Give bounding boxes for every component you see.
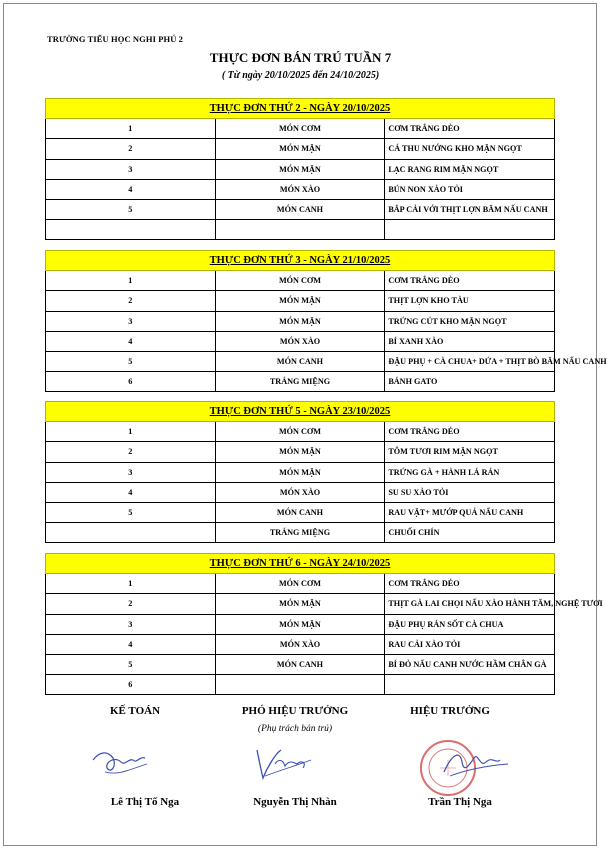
row-number: 6 [46,372,216,392]
dish-name: RAU CẢI XÀO TỎI [385,634,555,654]
dish-name: BÚN NON XÀO TỎI [385,179,555,199]
table-row [46,634,555,654]
table-row [46,139,555,159]
dish-category: MÓN CANH [215,502,385,522]
day-table-1 [45,98,555,240]
row-number [46,220,216,240]
dish-name: CÁ THU NƯỚNG KHO MẶN NGỌT [385,139,555,159]
dish-name: TRỨNG GÀ + HÀNH LÁ RÁN [385,462,555,482]
table-row [46,654,555,674]
table-row [46,422,555,442]
table-row [46,675,555,695]
table-row [46,311,555,331]
dish-category: TRÁNG MIỆNG [215,523,385,543]
dish-category [215,220,385,240]
dish-name: CƠM TRẮNG DẺO [385,574,555,594]
table-row [46,372,555,392]
dish-category: MÓN MẶN [215,614,385,634]
dish-category: MÓN MẶN [215,442,385,462]
dish-name: BÍ XANH XÀO [385,331,555,351]
dish-category: MÓN CANH [215,199,385,219]
dish-name: ĐẬU PHỤ RÁN SỐT CÀ CHUA [385,614,555,634]
dish-category: MÓN XÀO [215,482,385,502]
table-row [46,179,555,199]
row-number: 3 [46,311,216,331]
dish-name: TÔM TƯƠI RIM MẶN NGỌT [385,442,555,462]
dish-name: BÍ ĐỎ NẤU CANH NƯỚC HẦM CHÂN GÀ [385,654,555,674]
dish-category: MÓN XÀO [215,179,385,199]
dish-name: CƠM TRẮNG DẺO [385,422,555,442]
vice-principal-name: Nguyễn Thị Nhàn [253,796,337,808]
table-row [46,271,555,291]
dish-name: CƠM TRẮNG DẺO [385,271,555,291]
principal-role: HIỆU TRƯỞNG [410,705,490,717]
dish-name: BẮP CẢI VỚI THỊT LỢN BĂM NẤU CANH [385,199,555,219]
row-number: 5 [46,199,216,219]
row-number: 5 [46,502,216,522]
dish-category: MÓN MẶN [215,291,385,311]
table-row [46,523,555,543]
accountant-role: KẾ TOÁN [109,705,161,717]
dish-name: CƠM TRẮNG DẺO [385,119,555,139]
menu-title: THỰC ĐƠN BÁN TRÚ TUẦN 7 [209,50,392,65]
table-row [46,442,555,462]
row-number [46,523,216,543]
dish-name: CHUỐI CHÍN [385,523,555,543]
table-row [46,159,555,179]
dish-category: MÓN XÀO [215,634,385,654]
table-row [46,351,555,371]
day-table-4 [45,553,603,695]
dish-category: MÓN MẶN [215,139,385,159]
dish-category: TRÁNG MIỆNG [215,372,385,392]
dish-name: BÁNH GATO [385,372,555,392]
vice-principal-note: (Phụ trách bán trú) [257,724,333,734]
row-number: 2 [46,594,216,614]
table-row [46,502,555,522]
day-heading: THỰC ĐƠN THỨ 3 - NGÀY 21/10/2025 [46,251,555,271]
row-number: 2 [46,139,216,159]
dish-category: MÓN CƠM [215,119,385,139]
row-number: 4 [46,179,216,199]
row-number: 3 [46,159,216,179]
row-number: 2 [46,442,216,462]
day-table-2 [45,250,607,392]
dish-category: MÓN MẶN [215,594,385,614]
table-row [46,331,555,351]
dish-category: MÓN MẶN [215,311,385,331]
dish-category: MÓN CƠM [215,574,385,594]
row-number: 2 [46,291,216,311]
dish-name [385,220,555,240]
dish-category: MÓN MẶN [215,159,385,179]
dish-category [215,675,385,695]
row-number: 1 [46,422,216,442]
principal-name: Trần Thị Nga [428,796,492,808]
day-heading: THỰC ĐƠN THỨ 2 - NGÀY 20/10/2025 [46,99,555,119]
dish-category: MÓN XÀO [215,331,385,351]
day-heading: THỰC ĐƠN THỨ 6 - NGÀY 24/10/2025 [46,554,555,574]
row-number: 1 [46,119,216,139]
school-name: TRƯỜNG TIỂU HỌC NGHI PHÚ 2 [47,34,184,44]
day-heading: THỰC ĐƠN THỨ 5 - NGÀY 23/10/2025 [46,402,555,422]
date-range: ( Từ ngày 20/10/2025 đến 24/10/2025) [221,70,380,81]
table-row [46,482,555,502]
row-number: 4 [46,634,216,654]
vice-principal-signature-image [245,740,325,785]
row-number: 4 [46,331,216,351]
dish-category: MÓN CƠM [215,422,385,442]
dish-name: ĐẬU PHỤ + CÀ CHUA+ DỨA + THỊT BÒ BĂM NẤU CANH [385,351,555,371]
dish-category: MÓN MẶN [215,462,385,482]
vice-principal-role: PHÓ HIỆU TRƯỞNG [241,705,349,717]
row-number: 3 [46,462,216,482]
table-row [46,614,555,634]
dish-name: THỊT LỢN KHO TÀU [385,291,555,311]
dish-name: SU SU XÀO TỎI [385,482,555,502]
day-table-3 [45,401,555,543]
dish-category: MÓN CANH [215,654,385,674]
row-number: 4 [46,482,216,502]
table-row [46,199,555,219]
row-number: 6 [46,675,216,695]
school-stamp [418,738,478,798]
dish-category: MÓN CANH [215,351,385,371]
dish-name [385,675,555,695]
table-row [46,220,555,240]
table-row [46,594,555,614]
table-row [46,291,555,311]
row-number: 1 [46,271,216,291]
dish-category: MÓN CƠM [215,271,385,291]
principal-signature-image [440,744,510,784]
table-row [46,119,555,139]
table-row [46,462,555,482]
dish-name: THỊT GÀ LAI CHỌI NẤU XÀO HÀNH TĂM, NGHỆ TƯƠI [385,594,555,614]
dish-name: TRỨNG CÚT KHO MẶN NGỌT [385,311,555,331]
accountant-name: Lê Thị Tố Nga [110,796,180,808]
dish-name: RAU VẶT+ MƯỚP QUẢ NẤU CANH [385,502,555,522]
accountant-signature-image [85,738,175,783]
row-number: 5 [46,654,216,674]
table-row [46,574,555,594]
dish-name: LẠC RANG RIM MẶN NGỌT [385,159,555,179]
row-number: 5 [46,351,216,371]
row-number: 3 [46,614,216,634]
row-number: 1 [46,574,216,594]
